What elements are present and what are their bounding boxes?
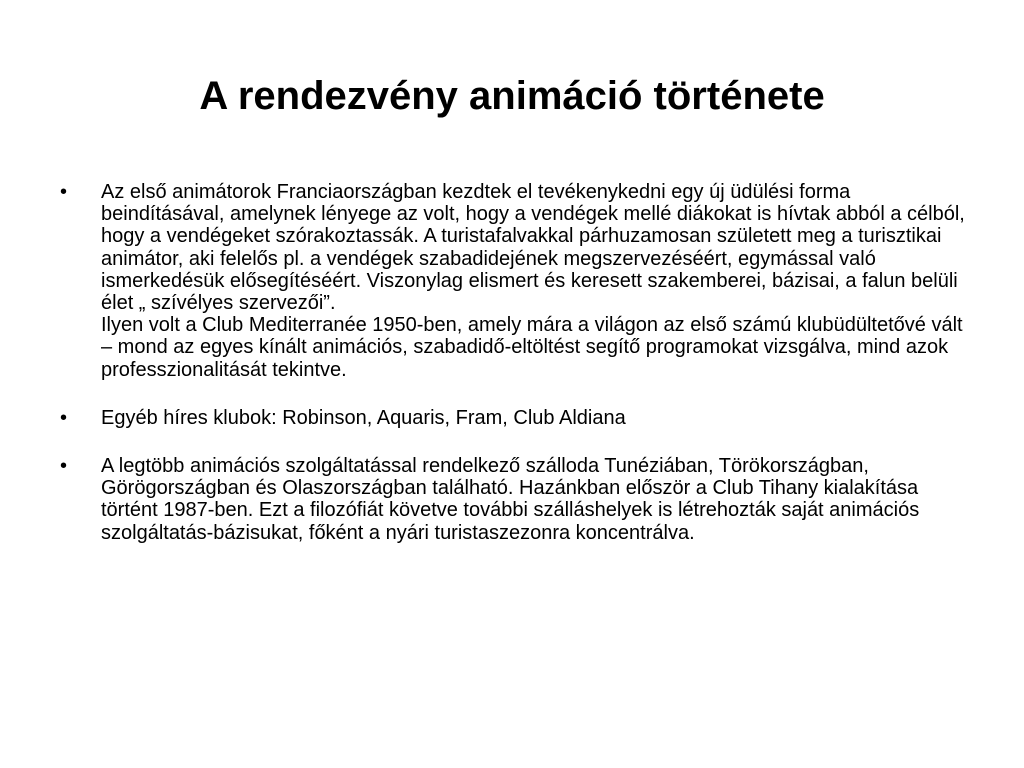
bullet-dot-icon: • [60,406,68,429]
bullet-dot-icon: • [60,181,68,203]
bullet-paragraph: Ilyen volt a Club Mediterranée 1950-ben, amely mára a világon az első számú klubüdültetővé vált – mond az egyes kínált animációs, szabadidő-eltöltést segítő programokat vizsgálva, mind azok professzionalitását tekintve. [101,314,963,381]
bullet-dot-icon: • [60,455,68,478]
slide-title: A rendezvény animáció története [199,74,825,118]
bullet-item [60,181,970,381]
bullet-paragraph: Egyéb híres klubok: Robinson, Aquaris, Fram, Club Aldiana [101,406,626,429]
bullet-item [60,407,970,429]
bullet-paragraph: Az első animátorok Franciaországban kezdtek el tevékenykedni egy új üdülési forma beindításával, amelynek lényege az volt, hogy a vendégek mellé diákokat is hívtak abból a célból, hogy a vendégeket szórakoztassák. A turistafalvakkal párhuzamosan született meg a turisztikai animátor, aki felelős pl. a vendégek szabadidejének megszervezéséért, egymással való ismerkedésük elősegítéséért. Viszonylag elismert és keresett szakemberei, bázisai, a falun belüli élet „ szívélyes szervezői”. [101,181,965,315]
bullet-paragraph: A legtöbb animációs szolgáltatással rendelkező szálloda Tunéziában, Törökországban, Görögországban és Olaszországban található. Hazánkban először a Club Tihany kialakítása történt 1987-ben. Ezt a filozófiát követve további szálláshelyek is létrehozták saját animációs szolgáltatás-bázisukat, főként a nyári turistaszezonra koncentrálva. [101,455,920,544]
bullet-list [60,181,970,570]
bullet-item [60,455,970,544]
